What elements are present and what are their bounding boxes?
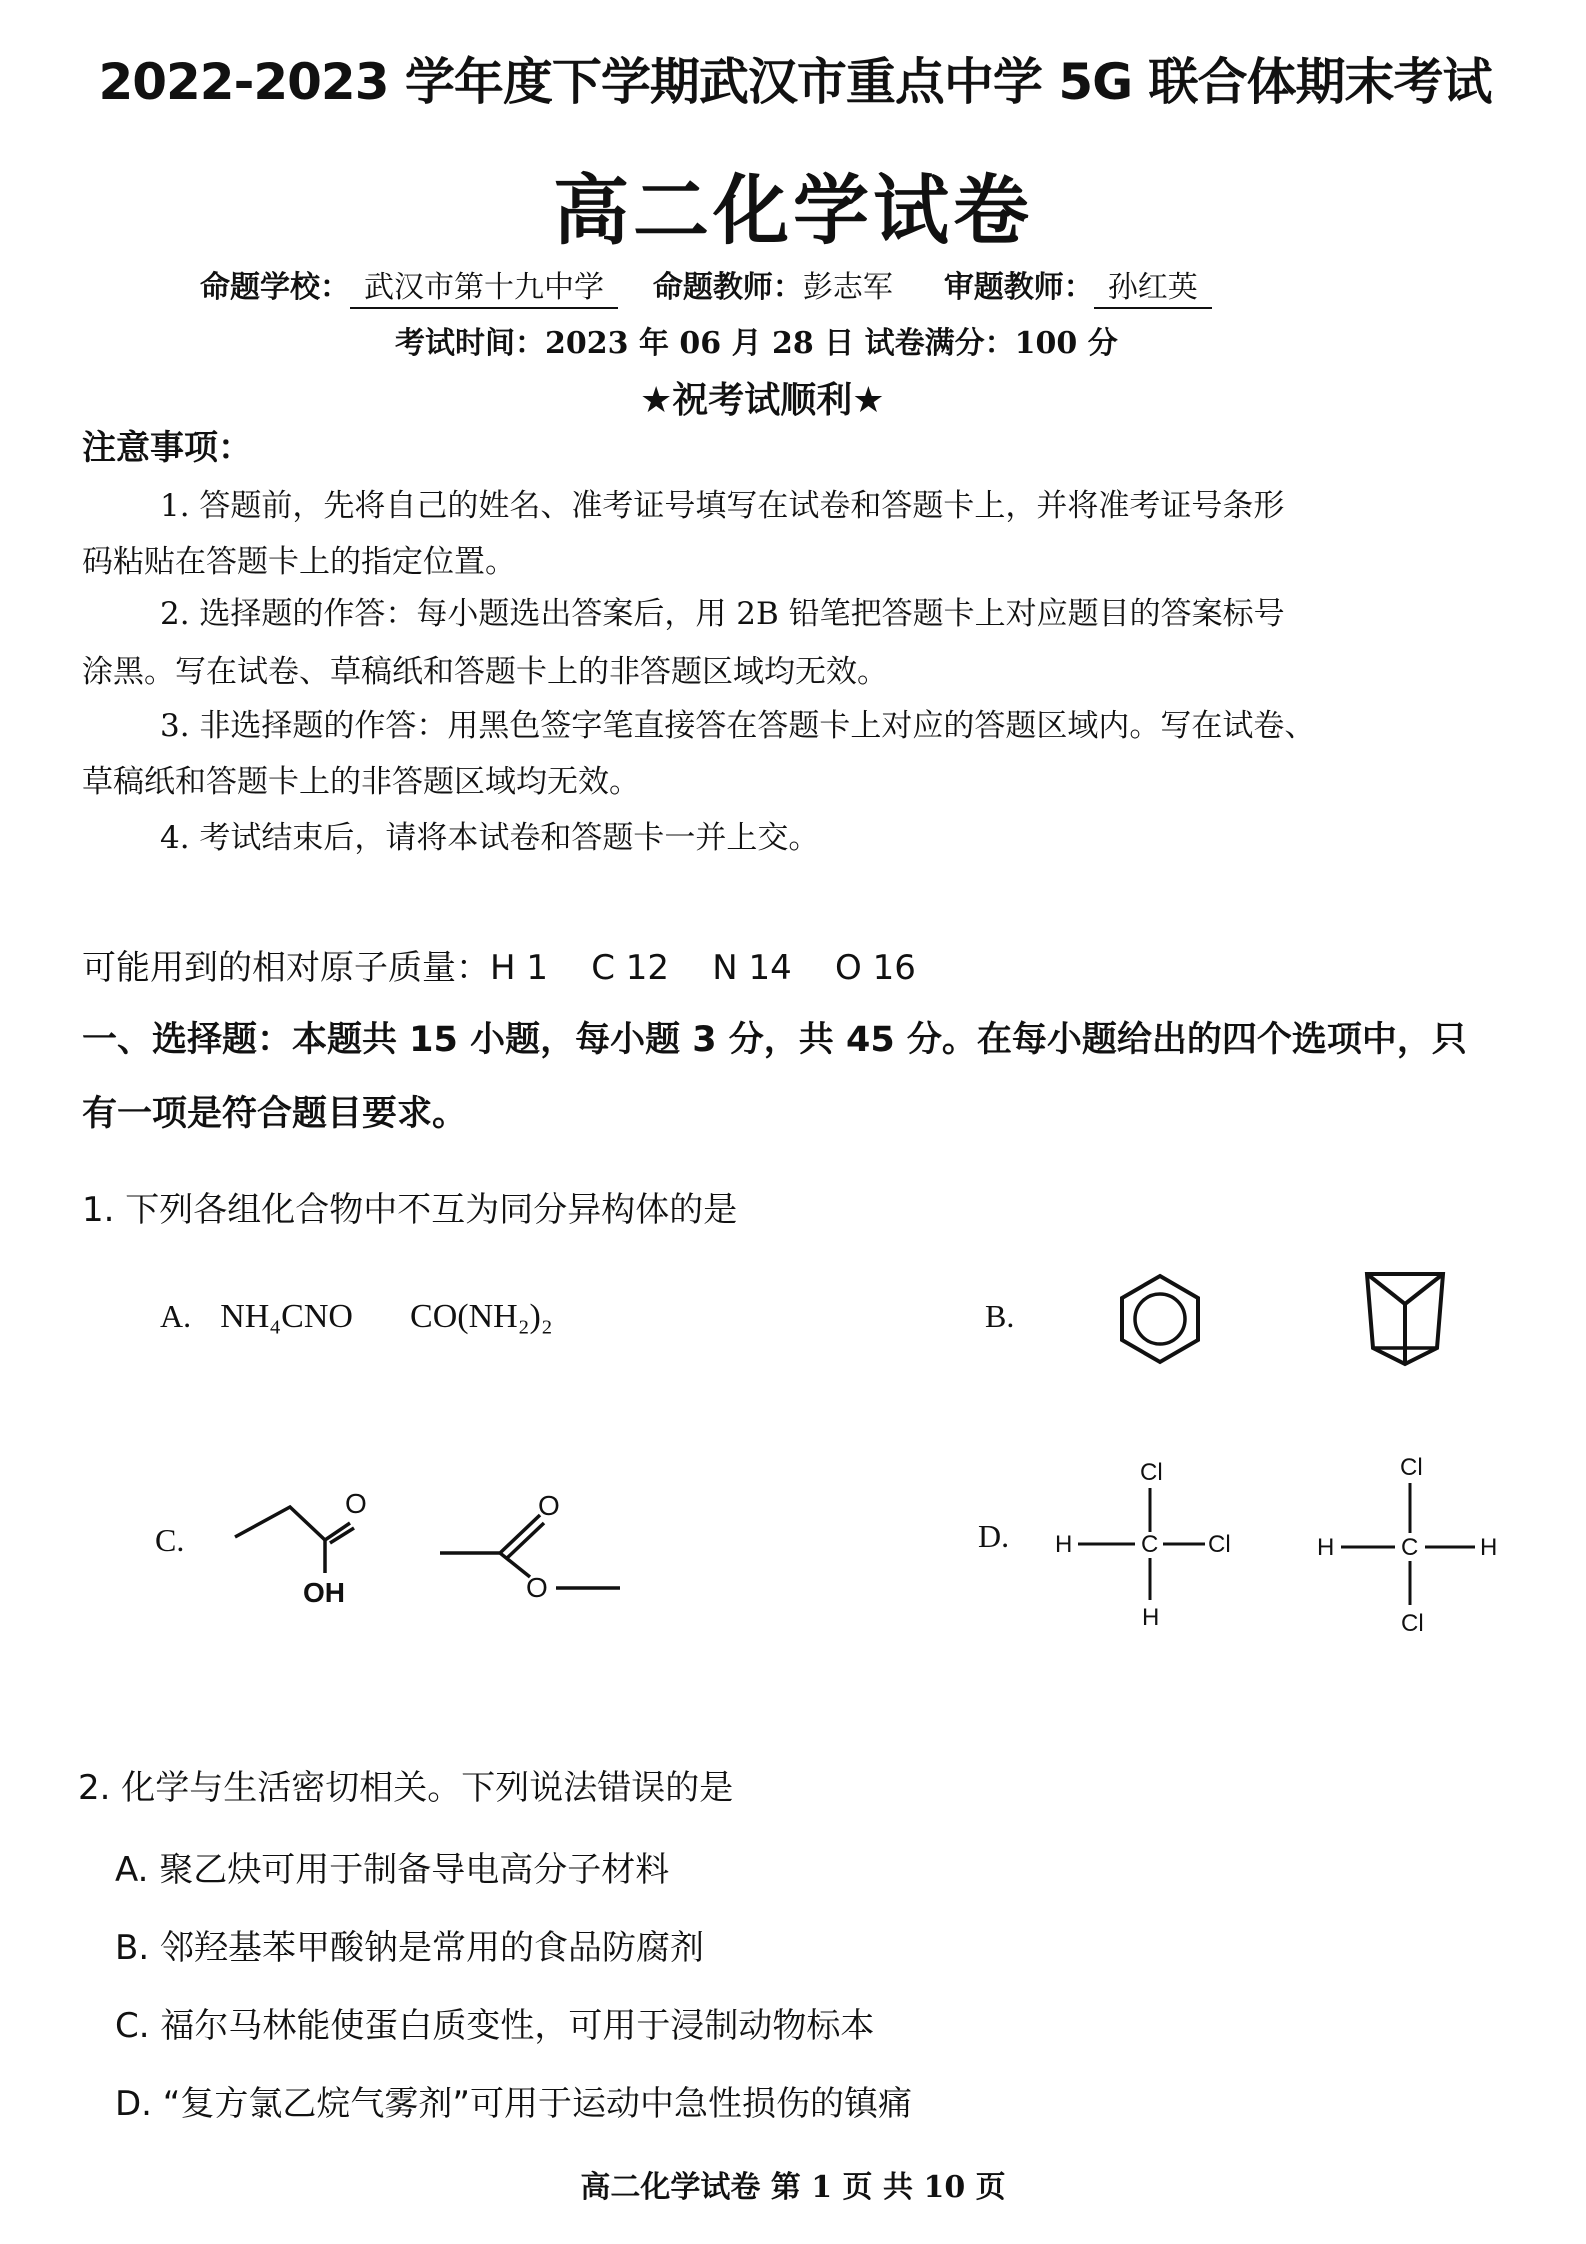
notice-line: 码粘贴在答题卡上的指定位置。 bbox=[82, 544, 516, 580]
notice-line: 2. 选择题的作答：每小题选出答案后，用 2B 铅笔把答题卡上对应题目的答案标号 bbox=[160, 596, 1285, 632]
oxygen-label: O bbox=[526, 1572, 548, 1603]
section-heading-line1: 一、选择题：本题共 15 小题，每小题 3 分，共 45 分。在每小题给出的四个选项中，只 bbox=[82, 1020, 1467, 1060]
svg-text:Cl: Cl bbox=[1208, 1531, 1231, 1558]
dichloromethane-structure-2 bbox=[1305, 1445, 1520, 1655]
svg-text:C: C bbox=[1401, 1534, 1419, 1561]
oxygen-label: O bbox=[345, 1488, 367, 1519]
benzene-structure bbox=[1110, 1268, 1210, 1368]
notice-line: 4. 考试结束后，请将本试卷和答题卡一并上交。 bbox=[160, 820, 820, 856]
q2-option-d: D. “复方氯乙烷气雾剂”可用于运动中急性损伤的镇痛 bbox=[115, 2084, 913, 2124]
meta-info-line bbox=[200, 262, 1212, 306]
svg-text:H: H bbox=[1142, 1604, 1160, 1631]
q1-option-b-letter: B. bbox=[985, 1298, 1015, 1334]
section-heading-line2: 有一项是符合题目要求。 bbox=[82, 1094, 468, 1134]
methyl-acetate-structure bbox=[440, 1490, 620, 1603]
atomic-masses: 可能用到的相对原子质量：H 1 C 12 N 14 O 16 bbox=[82, 948, 916, 988]
author-label: 命题教师： bbox=[652, 270, 803, 305]
oxygen-label: O bbox=[538, 1490, 560, 1521]
school-value: 武汉市第十九中学 bbox=[350, 270, 618, 309]
svg-text:H: H bbox=[1055, 1531, 1073, 1558]
paper-title: 高二化学试卷 bbox=[553, 166, 1033, 255]
option-letter: A. bbox=[160, 1298, 192, 1334]
school-label: 命题学校： bbox=[200, 270, 350, 305]
question-2-stem: 2. 化学与生活密切相关。下列说法错误的是 bbox=[78, 1768, 734, 1808]
notice-title: 注意事项： bbox=[82, 428, 252, 468]
notice-line: 涂黑。写在试卷、草稿纸和答题卡上的非答题区域均无效。 bbox=[82, 654, 888, 690]
q1-option-d-letter: D. bbox=[978, 1518, 1010, 1554]
blessing: ★祝考试顺利★ bbox=[640, 380, 885, 421]
svg-text:C: C bbox=[1141, 1531, 1159, 1558]
svg-text:H: H bbox=[1317, 1534, 1335, 1561]
dichloromethane-structure-1 bbox=[1050, 1450, 1250, 1650]
option-c-structures bbox=[230, 1485, 630, 1625]
hydroxyl-label: OH bbox=[303, 1577, 345, 1608]
q2-option-c: C. 福尔马林能使蛋白质变性，可用于浸制动物标本 bbox=[115, 2006, 875, 2046]
svg-text:Cl: Cl bbox=[1400, 1454, 1423, 1481]
question-1-stem: 1. 下列各组化合物中不互为同分异构体的是 bbox=[82, 1190, 738, 1230]
formula-ammonium-cyanate: NH₄CNO bbox=[220, 1298, 353, 1335]
q2-option-b: B. 邻羟基苯甲酸钠是常用的食品防腐剂 bbox=[115, 1928, 704, 1968]
svg-text:H: H bbox=[1480, 1534, 1498, 1561]
notice-line: 草稿纸和答题卡上的非答题区域均无效。 bbox=[82, 764, 640, 800]
notice-line: 3. 非选择题的作答：用黑色签字笔直接答在答题卡上对应的答题区域内。写在试卷、 bbox=[160, 708, 1316, 744]
reviewer-value: 孙红英 bbox=[1094, 270, 1212, 309]
q1-option-a bbox=[160, 1298, 553, 1336]
page-footer: 高二化学试卷 第 1 页 共 10 页 bbox=[580, 2170, 1006, 2205]
author-value: 彭志军 bbox=[802, 270, 893, 305]
svg-text:Cl: Cl bbox=[1401, 1610, 1424, 1637]
svg-text:Cl: Cl bbox=[1140, 1459, 1163, 1486]
formula-urea: CO(NH₂)₂ bbox=[410, 1298, 553, 1335]
exam-time-line: 考试时间：2023 年 06 月 28 日 试卷满分：100 分 bbox=[395, 326, 1118, 361]
exam-header: 2022-2023 学年度下学期武汉市重点中学 5G 联合体期末考试 bbox=[98, 53, 1492, 111]
reviewer-label: 审题教师： bbox=[943, 270, 1094, 305]
propanoic-acid-structure bbox=[235, 1488, 367, 1608]
q1-option-c-letter: C. bbox=[155, 1522, 185, 1558]
notice-line: 1. 答题前，先将自己的姓名、准考证号填写在试卷和答题卡上，并将准考证号条形 bbox=[160, 488, 1285, 524]
q2-option-a: A. 聚乙炔可用于制备导电高分子材料 bbox=[115, 1850, 670, 1890]
prismane-structure bbox=[1355, 1262, 1455, 1372]
